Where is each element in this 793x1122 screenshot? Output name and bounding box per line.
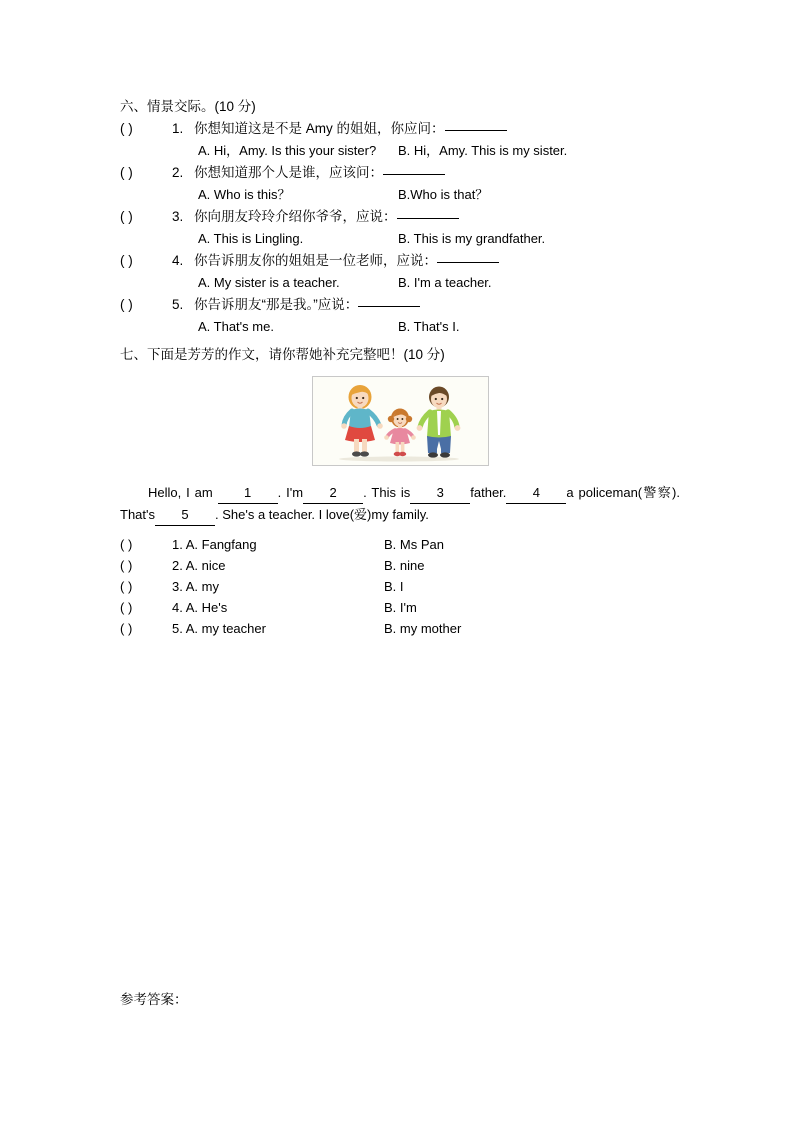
question-block — [120, 118, 680, 162]
cloze-blank-2[interactable]: 2 — [303, 482, 363, 504]
option-a[interactable]: 4. A. He's — [172, 600, 228, 615]
question-stem: 你告诉朋友你的姐姐是一位老师，应说： — [194, 253, 437, 268]
question-stem: 你向朋友玲玲介绍你爷爷，应说： — [194, 209, 397, 224]
answer-bracket[interactable]: ( ) — [120, 165, 133, 180]
answers-heading: 参考答案： — [120, 992, 188, 1007]
answer-bracket[interactable]: ( ) — [120, 579, 133, 594]
option-b[interactable]: B. Hi，Amy. This is my sister. — [398, 143, 568, 158]
question-options — [120, 228, 680, 250]
answer-bracket[interactable]: ( ) — [120, 621, 133, 636]
option-a[interactable]: 2. A. nice — [172, 558, 226, 573]
question-options — [120, 140, 680, 162]
answer-blank[interactable] — [383, 162, 445, 175]
answer-row — [120, 618, 680, 639]
answer-blank[interactable] — [358, 294, 420, 307]
answer-row — [120, 597, 680, 618]
question-options — [120, 316, 680, 338]
cloze-blank-1[interactable]: 1 — [218, 482, 278, 504]
question-number: 3. — [172, 209, 184, 224]
answer-bracket[interactable]: ( ) — [120, 297, 133, 312]
option-a[interactable]: A. Who is this？ — [198, 187, 291, 202]
question-row — [120, 118, 680, 140]
answer-row — [120, 576, 680, 597]
option-a[interactable]: 3. A. my — [172, 579, 219, 594]
question-stem: 你告诉朋友“那是我。”应说： — [194, 297, 359, 312]
question-row — [120, 206, 680, 228]
passage-part-1: Hello, I am — [148, 485, 213, 500]
section-6-title: 六、情景交际。(10 分) — [120, 99, 256, 114]
option-a[interactable]: A. My sister is a teacher. — [198, 275, 340, 290]
option-a[interactable]: 1. A. Fangfang — [172, 537, 257, 552]
question-stem: 你想知道那个人是谁，应该问： — [194, 165, 383, 180]
answer-blank[interactable] — [397, 206, 459, 219]
passage-part-3: . This is — [363, 485, 411, 500]
answer-bracket[interactable]: ( ) — [120, 558, 133, 573]
question-row — [120, 250, 680, 272]
option-b[interactable]: B. I — [384, 579, 404, 594]
answer-row — [120, 555, 680, 576]
question-number: 1. — [172, 121, 184, 136]
question-block — [120, 294, 680, 338]
answer-row — [120, 534, 680, 555]
option-b[interactable]: B. This is my grandfather. — [398, 231, 546, 246]
option-b[interactable]: B. Ms Pan — [384, 537, 444, 552]
cloze-passage — [120, 482, 680, 526]
family-illustration — [312, 376, 489, 466]
passage-part-2: . I'm — [277, 485, 304, 500]
question-number: 5. — [172, 297, 184, 312]
section-7-answer-list — [120, 534, 680, 639]
option-a[interactable]: A. This is Lingling. — [198, 231, 304, 246]
option-a[interactable]: A. That's me. — [198, 319, 274, 334]
option-b[interactable]: B. my mother — [384, 621, 462, 636]
answer-bracket[interactable]: ( ) — [120, 253, 133, 268]
answer-bracket[interactable]: ( ) — [120, 537, 133, 552]
question-stem: 你想知道这是不是 Amy 的姐姐，你应问： — [194, 121, 445, 136]
option-a[interactable]: A. Hi，Amy. Is this your sister? — [198, 143, 377, 158]
cloze-blank-4[interactable]: 4 — [506, 482, 566, 504]
family-illustration-svg — [313, 377, 486, 463]
question-block — [120, 250, 680, 294]
document-content — [120, 96, 680, 639]
option-b[interactable]: B. I'm — [384, 600, 417, 615]
question-options — [120, 272, 680, 294]
passage-part-5: a policeman(警察). That's — [120, 485, 680, 522]
cloze-blank-3[interactable]: 3 — [410, 482, 470, 504]
answer-bracket[interactable]: ( ) — [120, 209, 133, 224]
answer-bracket[interactable]: ( ) — [120, 600, 133, 615]
passage-part-6: . She's a teacher. I love(爱)my family. — [215, 507, 429, 522]
question-row — [120, 162, 680, 184]
option-b[interactable]: B. I'm a teacher. — [398, 275, 492, 290]
option-b[interactable]: B.Who is that？ — [398, 187, 489, 202]
cloze-blank-5[interactable]: 5 — [155, 504, 215, 526]
question-block — [120, 206, 680, 250]
option-b[interactable]: B. That's I. — [398, 319, 460, 334]
option-a[interactable]: 5. A. my teacher — [172, 621, 266, 636]
option-b[interactable]: B. nine — [384, 558, 425, 573]
passage-part-4: father. — [470, 485, 507, 500]
answer-blank[interactable] — [445, 118, 507, 131]
question-block — [120, 162, 680, 206]
answer-bracket[interactable]: ( ) — [120, 121, 133, 136]
question-row — [120, 294, 680, 316]
question-number: 2. — [172, 165, 184, 180]
answer-blank[interactable] — [437, 250, 499, 263]
question-options — [120, 184, 680, 206]
section-7-title: 七、下面是芳芳的作文，请你帮她补充完整吧！(10 分) — [120, 347, 445, 362]
question-number: 4. — [172, 253, 184, 268]
